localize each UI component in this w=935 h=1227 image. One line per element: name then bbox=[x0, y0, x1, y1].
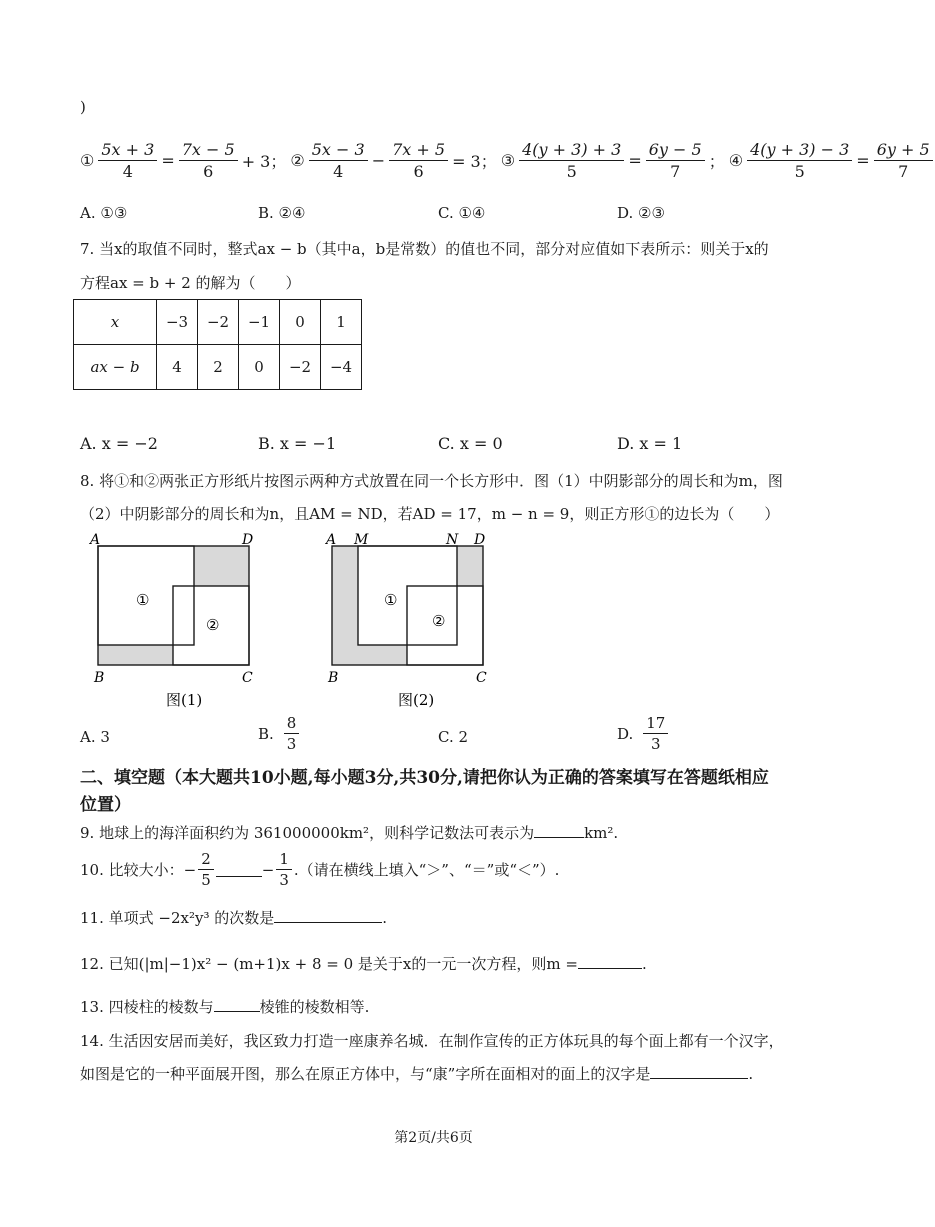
page-footer: 第2页/共6页 bbox=[394, 1130, 473, 1146]
q11-answer-blank[interactable] bbox=[274, 922, 382, 923]
eq4-left-fraction: $\frac{4(y + 3) - 3}{5}$ bbox=[747, 140, 852, 181]
fig2-label-1: ① bbox=[384, 591, 398, 609]
q10-fraction-a: $\frac{2}{5}$ bbox=[198, 850, 214, 889]
table-row: ax − b 4 2 0 −2 −4 bbox=[74, 345, 362, 390]
q10: 10. 比较大小：− $\frac{2}{5}$ − $\frac{1}{3}$ .（请在横线上填入“＞”、“＝”或“＜”）. bbox=[80, 850, 560, 889]
figure-1 bbox=[88, 530, 268, 715]
q10-answer-blank[interactable] bbox=[216, 876, 262, 877]
fig2-shade-top-right bbox=[457, 546, 483, 586]
q7-option-b: B. x = −1 bbox=[258, 434, 337, 453]
fig2-label-b: B bbox=[328, 670, 339, 686]
fig2-label-d: D bbox=[474, 532, 486, 548]
fig2-label-a: A bbox=[326, 532, 337, 548]
q14-line1: 14. 生活因安居而美好，我区致力打造一座康养名城．在制作宣传的正方体玩具的每个面上都有一个汉字， bbox=[80, 1032, 784, 1050]
eq1-right-fraction: $\frac{7x - 5}{6}$ bbox=[179, 140, 238, 181]
q7-option-a: A. x = −2 bbox=[80, 434, 158, 453]
eq3-label: ③ bbox=[500, 151, 516, 171]
fig1-label-2: ② bbox=[206, 616, 220, 634]
fig1-label-c: C bbox=[242, 670, 253, 686]
fig1-label-a: A bbox=[90, 532, 101, 548]
q9: 9. 地球上的海洋面积约为 361000000km²，则科学记数法可表示为 km². bbox=[80, 824, 619, 842]
q9-answer-blank[interactable] bbox=[534, 837, 584, 838]
fig1-shade-bottom-left bbox=[98, 645, 173, 665]
section2-title-line2: 位置） bbox=[80, 795, 131, 815]
fig1-label-1: ① bbox=[136, 591, 150, 609]
fig2-caption: 图(2) bbox=[398, 691, 435, 709]
section2-title-line1: 二、填空题（本大题共10小题,每小题3分,共30分,请把你认为正确的答案填写在答题纸相应 bbox=[80, 768, 769, 788]
q13-answer-blank[interactable] bbox=[214, 1011, 260, 1012]
q8-option-b-fraction: $\frac{8}{3}$ bbox=[284, 714, 300, 753]
table-row: x −3 −2 −1 0 1 bbox=[74, 300, 362, 345]
q7-stem-line2: 方程ax = b + 2 的解为（ ） bbox=[80, 274, 301, 292]
q7-option-d: D. x = 1 bbox=[617, 434, 683, 453]
q7-stem-line1: 7. 当x的取值不同时，整式ax − b（其中a，b是常数）的值也不同，部分对应值如下表所示：则关于x的 bbox=[80, 240, 769, 258]
fig1-caption: 图(1) bbox=[166, 691, 203, 709]
eq3-left-fraction: $\frac{4(y + 3) + 3}{5}$ bbox=[519, 140, 624, 181]
fig2-label-n: N bbox=[446, 532, 459, 548]
q6-option-b: B. ②④ bbox=[258, 204, 306, 222]
q12-answer-blank[interactable] bbox=[578, 968, 642, 969]
fig2-label-c: C bbox=[476, 670, 487, 686]
q8-option-d-fraction: $\frac{17}{3}$ bbox=[643, 714, 668, 753]
q8-stem-line1: 8. 将①和②两张正方形纸片按图示两种方式放置在同一个长方形中．图（1）中阴影部分的周长和为m，图 bbox=[80, 472, 783, 490]
q8-option-b: B. $\frac{8}{3}$ bbox=[258, 714, 301, 753]
q13: 13. 四棱柱的棱数与 棱锥的棱数相等. bbox=[80, 998, 370, 1016]
q7-option-c: C. x = 0 bbox=[438, 434, 503, 453]
q6-option-d: D. ②③ bbox=[617, 204, 665, 222]
fig1-shade-top-right bbox=[194, 546, 249, 586]
figure-2 bbox=[322, 530, 502, 715]
q6-equations: ① $\frac{5x + 3}{4}$ = $\frac{7x - 5}{6}$ + 3； ② $\frac{5x - 3}{4}$ − $\frac{7x + 5}{6}$ = 3； ③ $\frac{4(y + 3) + 3}{5}$ = $\frac{6y - 5}{7}$ ； ④ $\frac{4(y + 3) - 3}{5}$ = $\frac{6y + 5}{7}$ bbox=[78, 140, 935, 181]
q6-option-a: A. ①③ bbox=[80, 204, 128, 222]
q11: 11. 单项式 −2x²y³ 的次数是 . bbox=[80, 909, 388, 927]
q8-option-d: D. $\frac{17}{3}$ bbox=[617, 714, 670, 753]
q6-option-c: C. ①④ bbox=[438, 204, 486, 222]
q7-value-table bbox=[73, 299, 362, 390]
fig1-label-d: D bbox=[242, 532, 254, 548]
q8-option-c: C. 2 bbox=[438, 728, 469, 746]
q8-stem-line2: （2）中阴影部分的周长和为n，且AM = ND，若AD = 17，m − n = 9，则正方形①的边长为（ ） bbox=[80, 505, 780, 523]
eq2-left-fraction: $\frac{5x - 3}{4}$ bbox=[309, 140, 368, 181]
q14-line2: 如图是它的一种平面展开图，那么在原正方体中，与“康”字所在面相对的面上的汉字是 . bbox=[80, 1065, 754, 1083]
eq4-label: ④ bbox=[728, 151, 744, 171]
continuation-paren: ) bbox=[80, 98, 86, 116]
fig2-label-2: ② bbox=[432, 612, 446, 630]
q14-answer-blank[interactable] bbox=[650, 1078, 748, 1079]
fig2-label-m: M bbox=[354, 532, 369, 548]
eq3-right-fraction: $\frac{6y - 5}{7}$ bbox=[646, 140, 705, 181]
q10-fraction-b: $\frac{1}{3}$ bbox=[276, 850, 292, 889]
eq1-left-fraction: $\frac{5x + 3}{4}$ bbox=[98, 140, 157, 181]
q8-option-a: A. 3 bbox=[80, 728, 110, 746]
eq1-label: ① bbox=[80, 151, 95, 171]
fig1-label-b: B bbox=[94, 670, 105, 686]
eq2-label: ② bbox=[290, 151, 305, 171]
eq2-right-fraction: $\frac{7x + 5}{6}$ bbox=[389, 140, 448, 181]
q12: 12. 已知(|m|−1)x² − (m+1)x + 8 = 0 是关于x的一元一次方程，则m = . bbox=[80, 955, 647, 973]
eq4-right-fraction: $\frac{6y + 5}{7}$ bbox=[874, 140, 933, 181]
